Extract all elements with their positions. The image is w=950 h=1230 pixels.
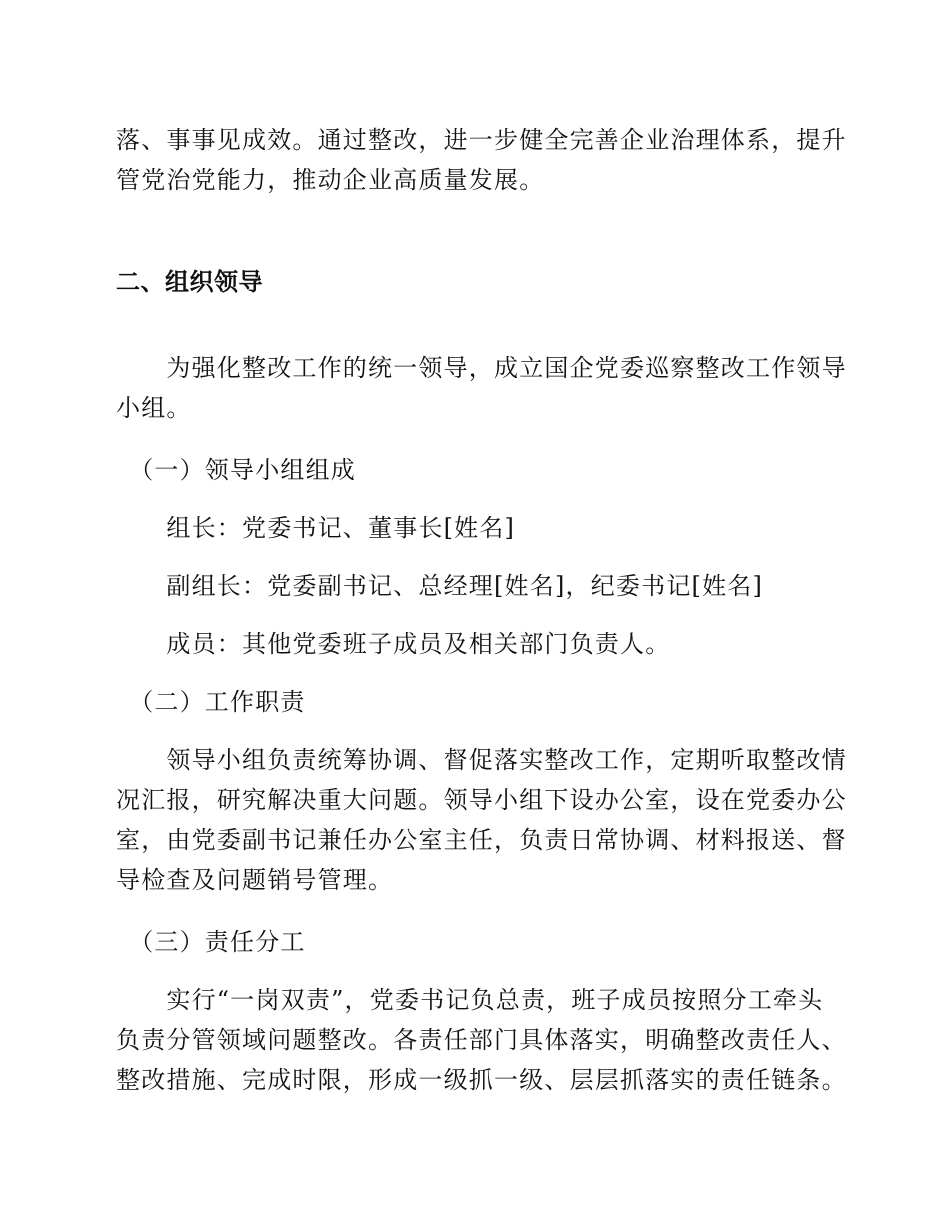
duties-line-4: 导检查及问题销号管理。 [116, 866, 394, 894]
responsibility-line-1: 实行“一岗双责”，党委书记负总责，班子成员按照分工牵头 [116, 986, 824, 1014]
deputy-leader-line: 副组长：党委副书记、总经理[姓名]，纪委书记[姓名] [116, 572, 764, 600]
responsibility-line-2: 负责分管领域问题整改。各责任部门具体落实，明确整改责任人、 [116, 1026, 847, 1054]
duties-line-3: 室，由党委副书记兼任办公室主任，负责日常协调、材料报送、督 [116, 826, 847, 854]
members-line: 成员：其他党委班子成员及相关部门负责人。 [116, 630, 671, 658]
duties-line-1: 领导小组负责统筹协调、督促落实整改工作，定期听取整改情 [116, 746, 847, 774]
intro-line-2: 管党治党能力，推动企业高质量发展。 [116, 166, 545, 194]
intro-paragraph [116, 120, 847, 200]
lead-line-2: 小组。 [116, 394, 192, 422]
section-heading: 二、组织领导 [116, 268, 263, 296]
subheading-responsibility: （三）责任分工 [116, 928, 306, 956]
lead-paragraph [116, 348, 847, 428]
duties-line-2: 况汇报，研究解决重大问题。领导小组下设办公室，设在党委办公 [116, 786, 847, 814]
duties-paragraph [116, 740, 847, 900]
responsibility-paragraph [116, 980, 847, 1100]
subheading-leadership-group: （一）领导小组组成 [116, 456, 356, 484]
leader-line: 组长：党委书记、董事长[姓名] [116, 514, 516, 542]
responsibility-line-3: 整改措施、完成时限，形成一级抓一级、层层抓落实的责任链条。 [116, 1066, 847, 1094]
lead-line-1: 为强化整改工作的统一领导，成立国企党委巡察整改工作领导 [116, 354, 847, 382]
intro-line-1: 落、事事见成效。通过整改，进一步健全完善企业治理体系，提升 [116, 126, 847, 154]
subheading-duties: （二）工作职责 [116, 688, 306, 716]
